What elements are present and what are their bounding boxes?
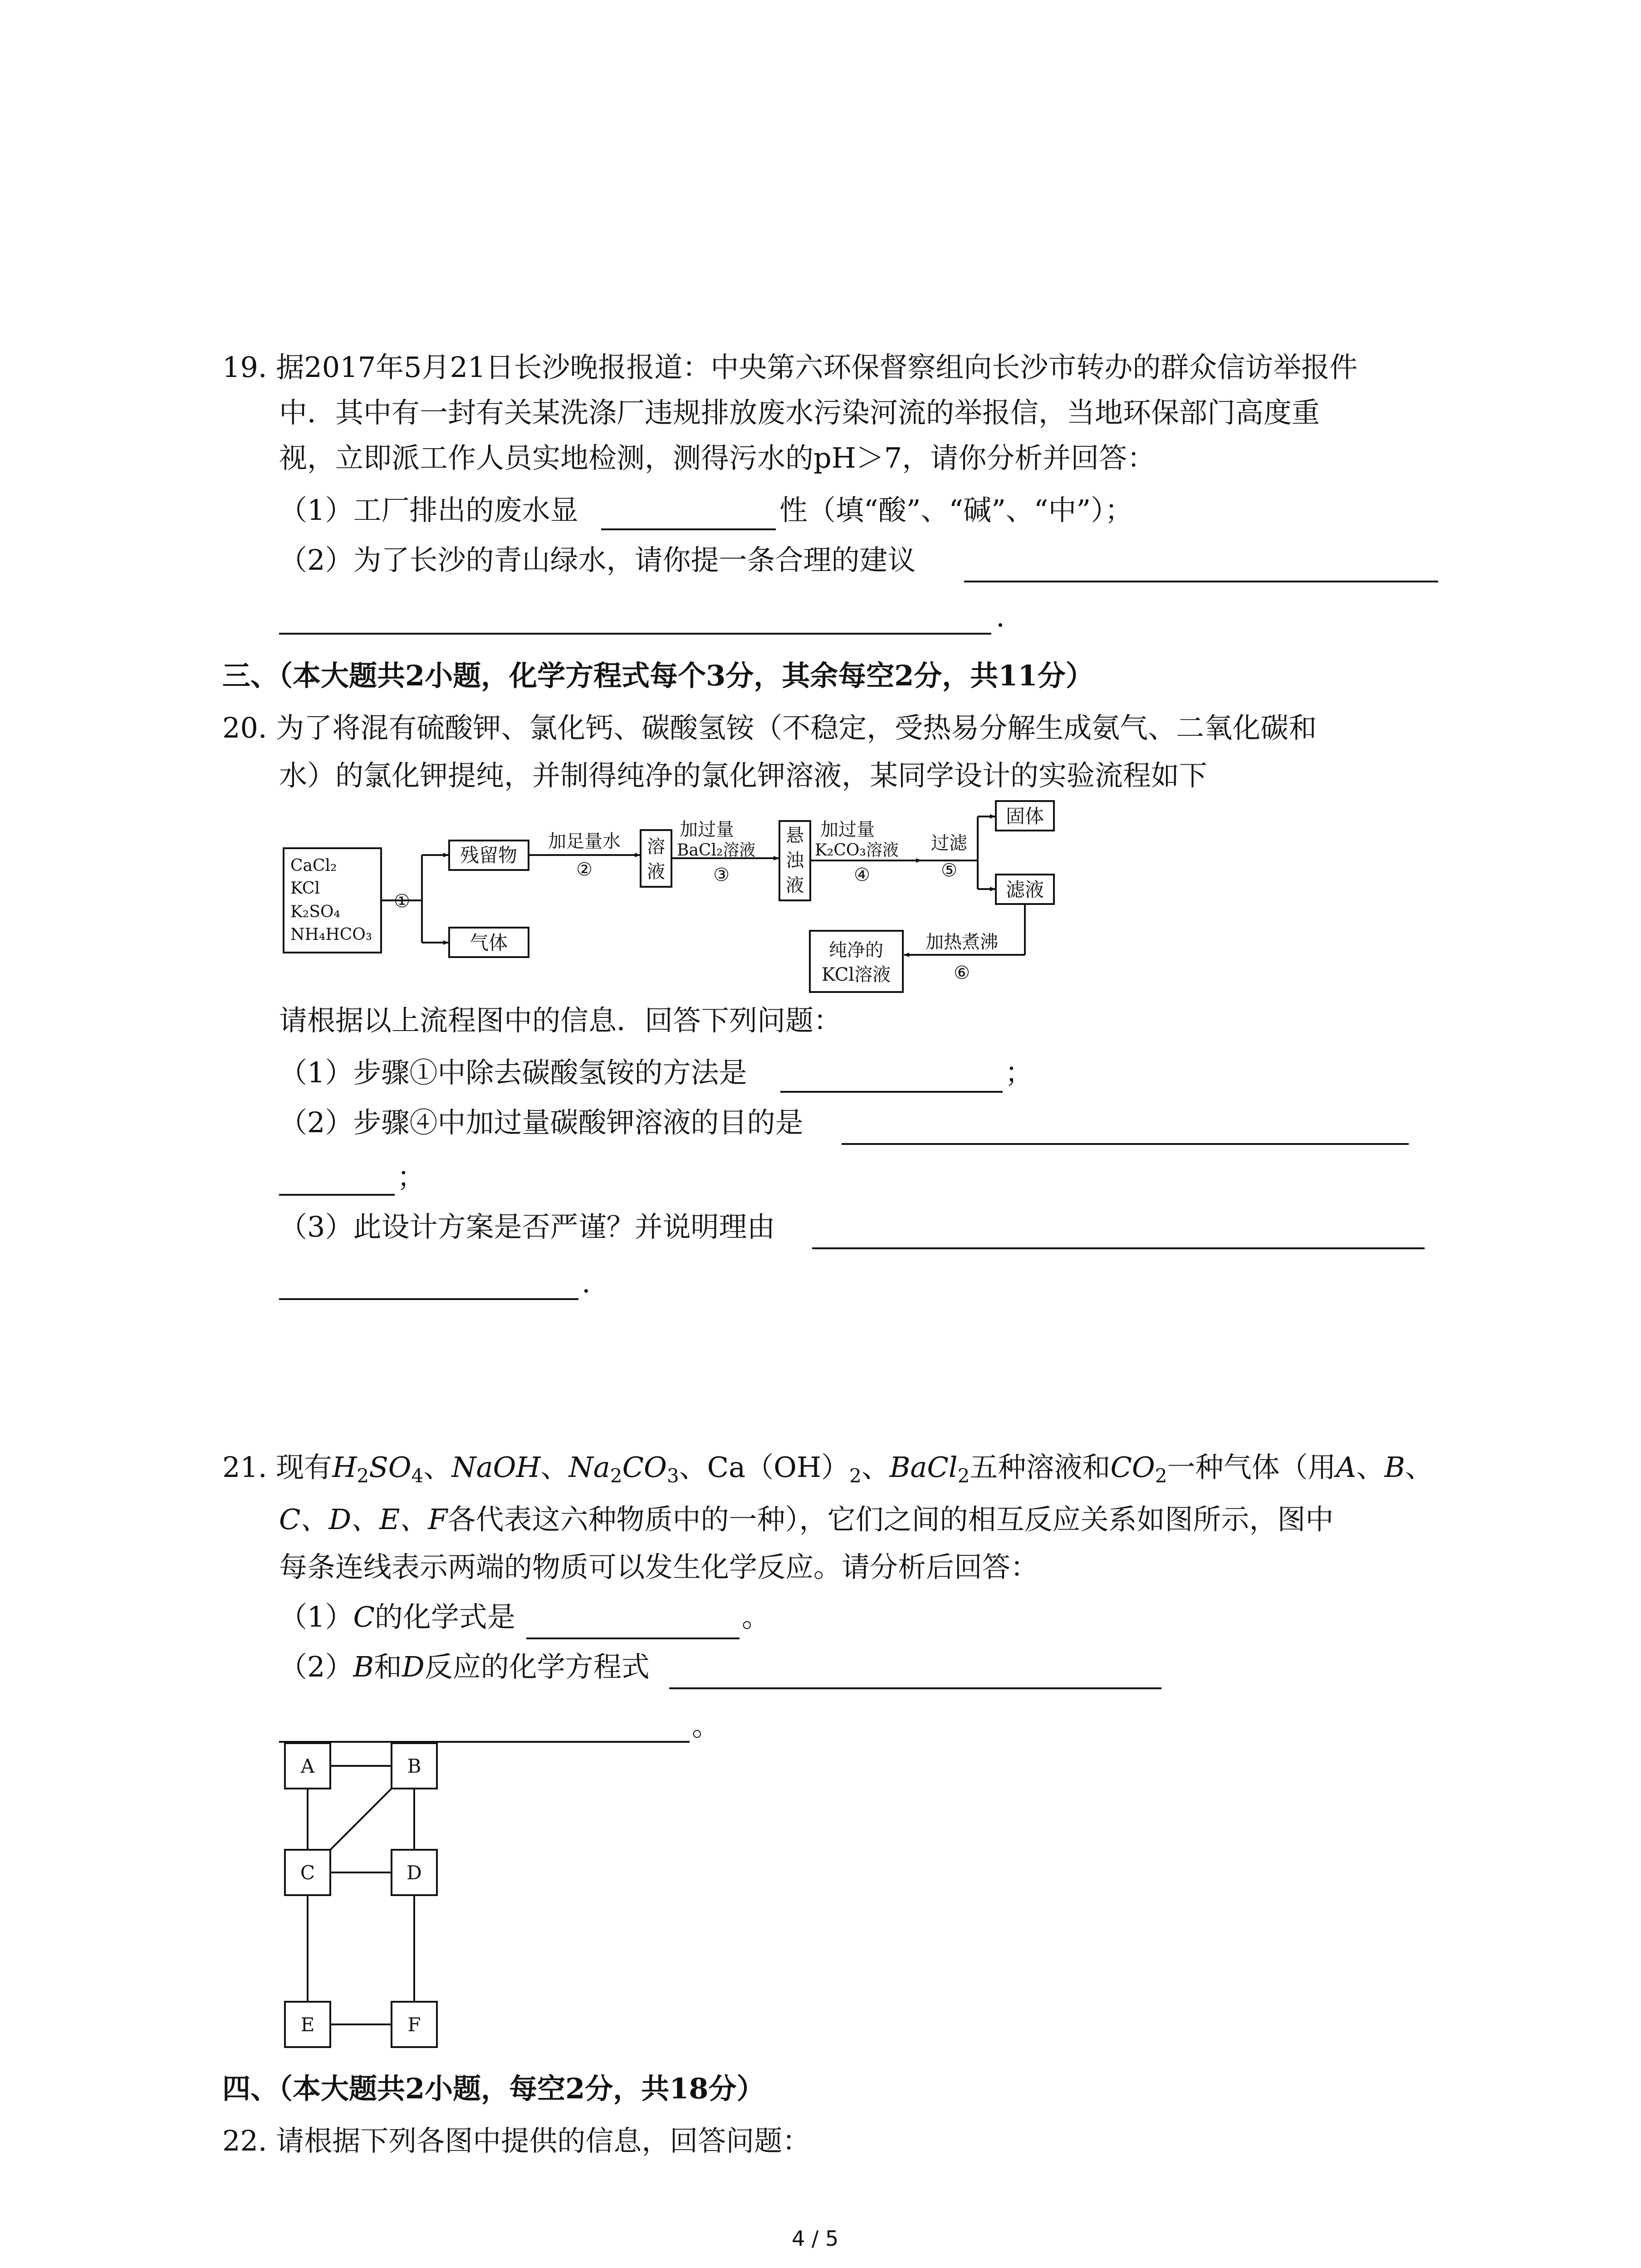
flow-step4-label2: K₂CO₃溶液 [815,841,899,860]
q19-sub1-suffix: 性（填“酸”、“碱”、“中”）； [779,494,1133,527]
q21-sub1-answer-blank[interactable] [526,1637,740,1639]
flow-step2-marker: ② [576,859,593,880]
q19-sub2-answer-blank-2[interactable] [279,633,991,635]
q20-sub3-prompt: （3）此设计方案是否严谨？并说明理由 [279,1210,775,1243]
flow-filtrate-box: 滤液 [1005,879,1044,901]
flow-start-k2so4: K₂SO₄ [290,903,340,921]
q21-sub2-prompt: （2）B和D反应的化学方程式 [279,1650,650,1683]
q19-line1: 19. 据2017年5月21日长沙晚报报道：中央第六环保督察组向长沙市转办的群众信访举报件 [222,351,1358,384]
flow-step4-marker: ④ [854,865,870,885]
graph-label-c: C [300,1862,315,1884]
q20-line1: 20. 为了将混有硫酸钾、氯化钙、碳酸氢铵（不稳定，受热易分解生成氨气、二氧化碳和 [222,711,1317,744]
flow-product-line2: KCl溶液 [821,964,891,985]
q21-sub2-answer-blank-1[interactable] [669,1687,1161,1689]
page-number: 4 / 5 [792,2226,839,2251]
q20-flowchart [272,798,1089,1012]
flow-step5-marker: ⑤ [941,860,957,881]
q21-sub2-end: 。 [692,1709,720,1742]
q20-sub1-answer-blank[interactable] [780,1091,1003,1093]
flow-step1-marker: ① [394,891,410,912]
graph-edge-b-c [330,1789,392,1850]
q20-sub1-suffix: ； [1005,1056,1034,1089]
q20-sub3-answer-blank-2[interactable] [279,1298,578,1300]
q19-line2: 中．其中有一封有关某洗涤厂违规排放废水污染河流的举报信，当地环保部门高度重 [279,396,1320,429]
q19-sub1-answer-blank[interactable] [601,528,776,530]
flow-solution-box-char2: 液 [647,861,665,882]
flow-step6-label: 加热煮沸 [926,932,998,953]
q22-line1: 22. 请根据下列各图中提供的信息，回答问题： [222,2124,811,2157]
q20-sub2-answer-blank-1[interactable] [842,1143,1409,1145]
q20-sub1-prompt: （1）步骤①中除去碳酸氢铵的方法是 [279,1056,747,1089]
section3-heading: 三、（本大题共2小题，化学方程式每个3分，其余每空2分，共11分） [222,659,1094,692]
q21-line3: 每条连线表示两端的物质可以发生化学反应。请分析后回答： [279,1550,1039,1584]
graph-label-f: F [407,2014,421,2036]
graph-label-b: B [407,1755,421,1777]
graph-label-a: A [300,1755,315,1777]
flow-step2-label: 加足量水 [548,831,621,852]
q20-prompt: 请根据以上流程图中的信息．回答下列问题： [279,1004,842,1037]
flow-step3-label1: 加过量 [680,819,734,840]
flow-start-kcl: KCl [290,879,320,898]
graph-label-e: E [300,2014,315,2036]
flow-step3-marker: ③ [713,865,730,885]
q21-line2: C、D、E、F各代表这六种物质中的一种），它们之间的相互反应关系如图所示，图中 [279,1503,1334,1536]
flow-start-cacl2: CaCl₂ [290,856,337,875]
q20-line2: 水）的氯化钾提纯，并制得纯净的氯化钾溶液，某同学设计的实验流程如下 [279,759,1208,792]
flow-gas-box: 气体 [469,932,508,954]
q19-sub2-answer-blank-1[interactable] [964,581,1438,582]
q21-reaction-graph [272,1737,454,2055]
flow-suspension-box-char2: 浊 [786,850,804,871]
flow-suspension-box-char3: 液 [786,875,804,896]
section4-heading: 四、（本大题共2小题，每空2分，共18分） [222,2072,765,2105]
flow-product-line1: 纯净的 [829,940,883,961]
q20-sub2-end: ； [397,1160,426,1193]
q21-sub1-suffix: 。 [742,1600,770,1633]
flow-residue-box: 残留物 [460,844,518,866]
flow-step5-label: 过滤 [931,833,967,854]
flow-suspension-box-char1: 悬 [786,825,804,846]
q19-sub2-end: . [996,600,1005,633]
q20-sub3-answer-blank-1[interactable] [812,1247,1425,1249]
q21-sub1-prompt: （1）C的化学式是 [279,1600,515,1633]
q19-sub1-prompt: （1）工厂排出的废水显 [279,494,578,527]
q19-line3: 视，立即派工作人员实地检测，测得污水的pH＞7，请你分析并回答： [279,441,1156,474]
q19-sub2-prompt: （2）为了长沙的青山绿水，请你提一条合理的建议 [279,543,916,577]
q20-sub2-prompt: （2）步骤④中加过量碳酸钾溶液的目的是 [279,1106,803,1139]
flow-solid-box: 固体 [1005,805,1044,827]
flow-step6-marker: ⑥ [954,963,970,983]
flow-step4-label1: 加过量 [820,819,875,840]
graph-label-d: D [407,1862,422,1884]
flow-solution-box-char1: 溶 [647,836,665,857]
flow-start-nh4hco3: NH₄HCO₃ [290,925,372,944]
flow-step3-label2: BaCl₂溶液 [677,841,756,860]
q21-line1: 21. 现有$H_2SO_4$、NaOH、$Na_2CO_3$、$Ca(OH)_2$、BaCl$_2$五种溶液和$CO_2$一种气体（用A、B、 [222,1451,1433,1487]
q20-sub3-end: . [582,1266,591,1299]
q20-sub2-answer-blank-2[interactable] [279,1194,395,1196]
